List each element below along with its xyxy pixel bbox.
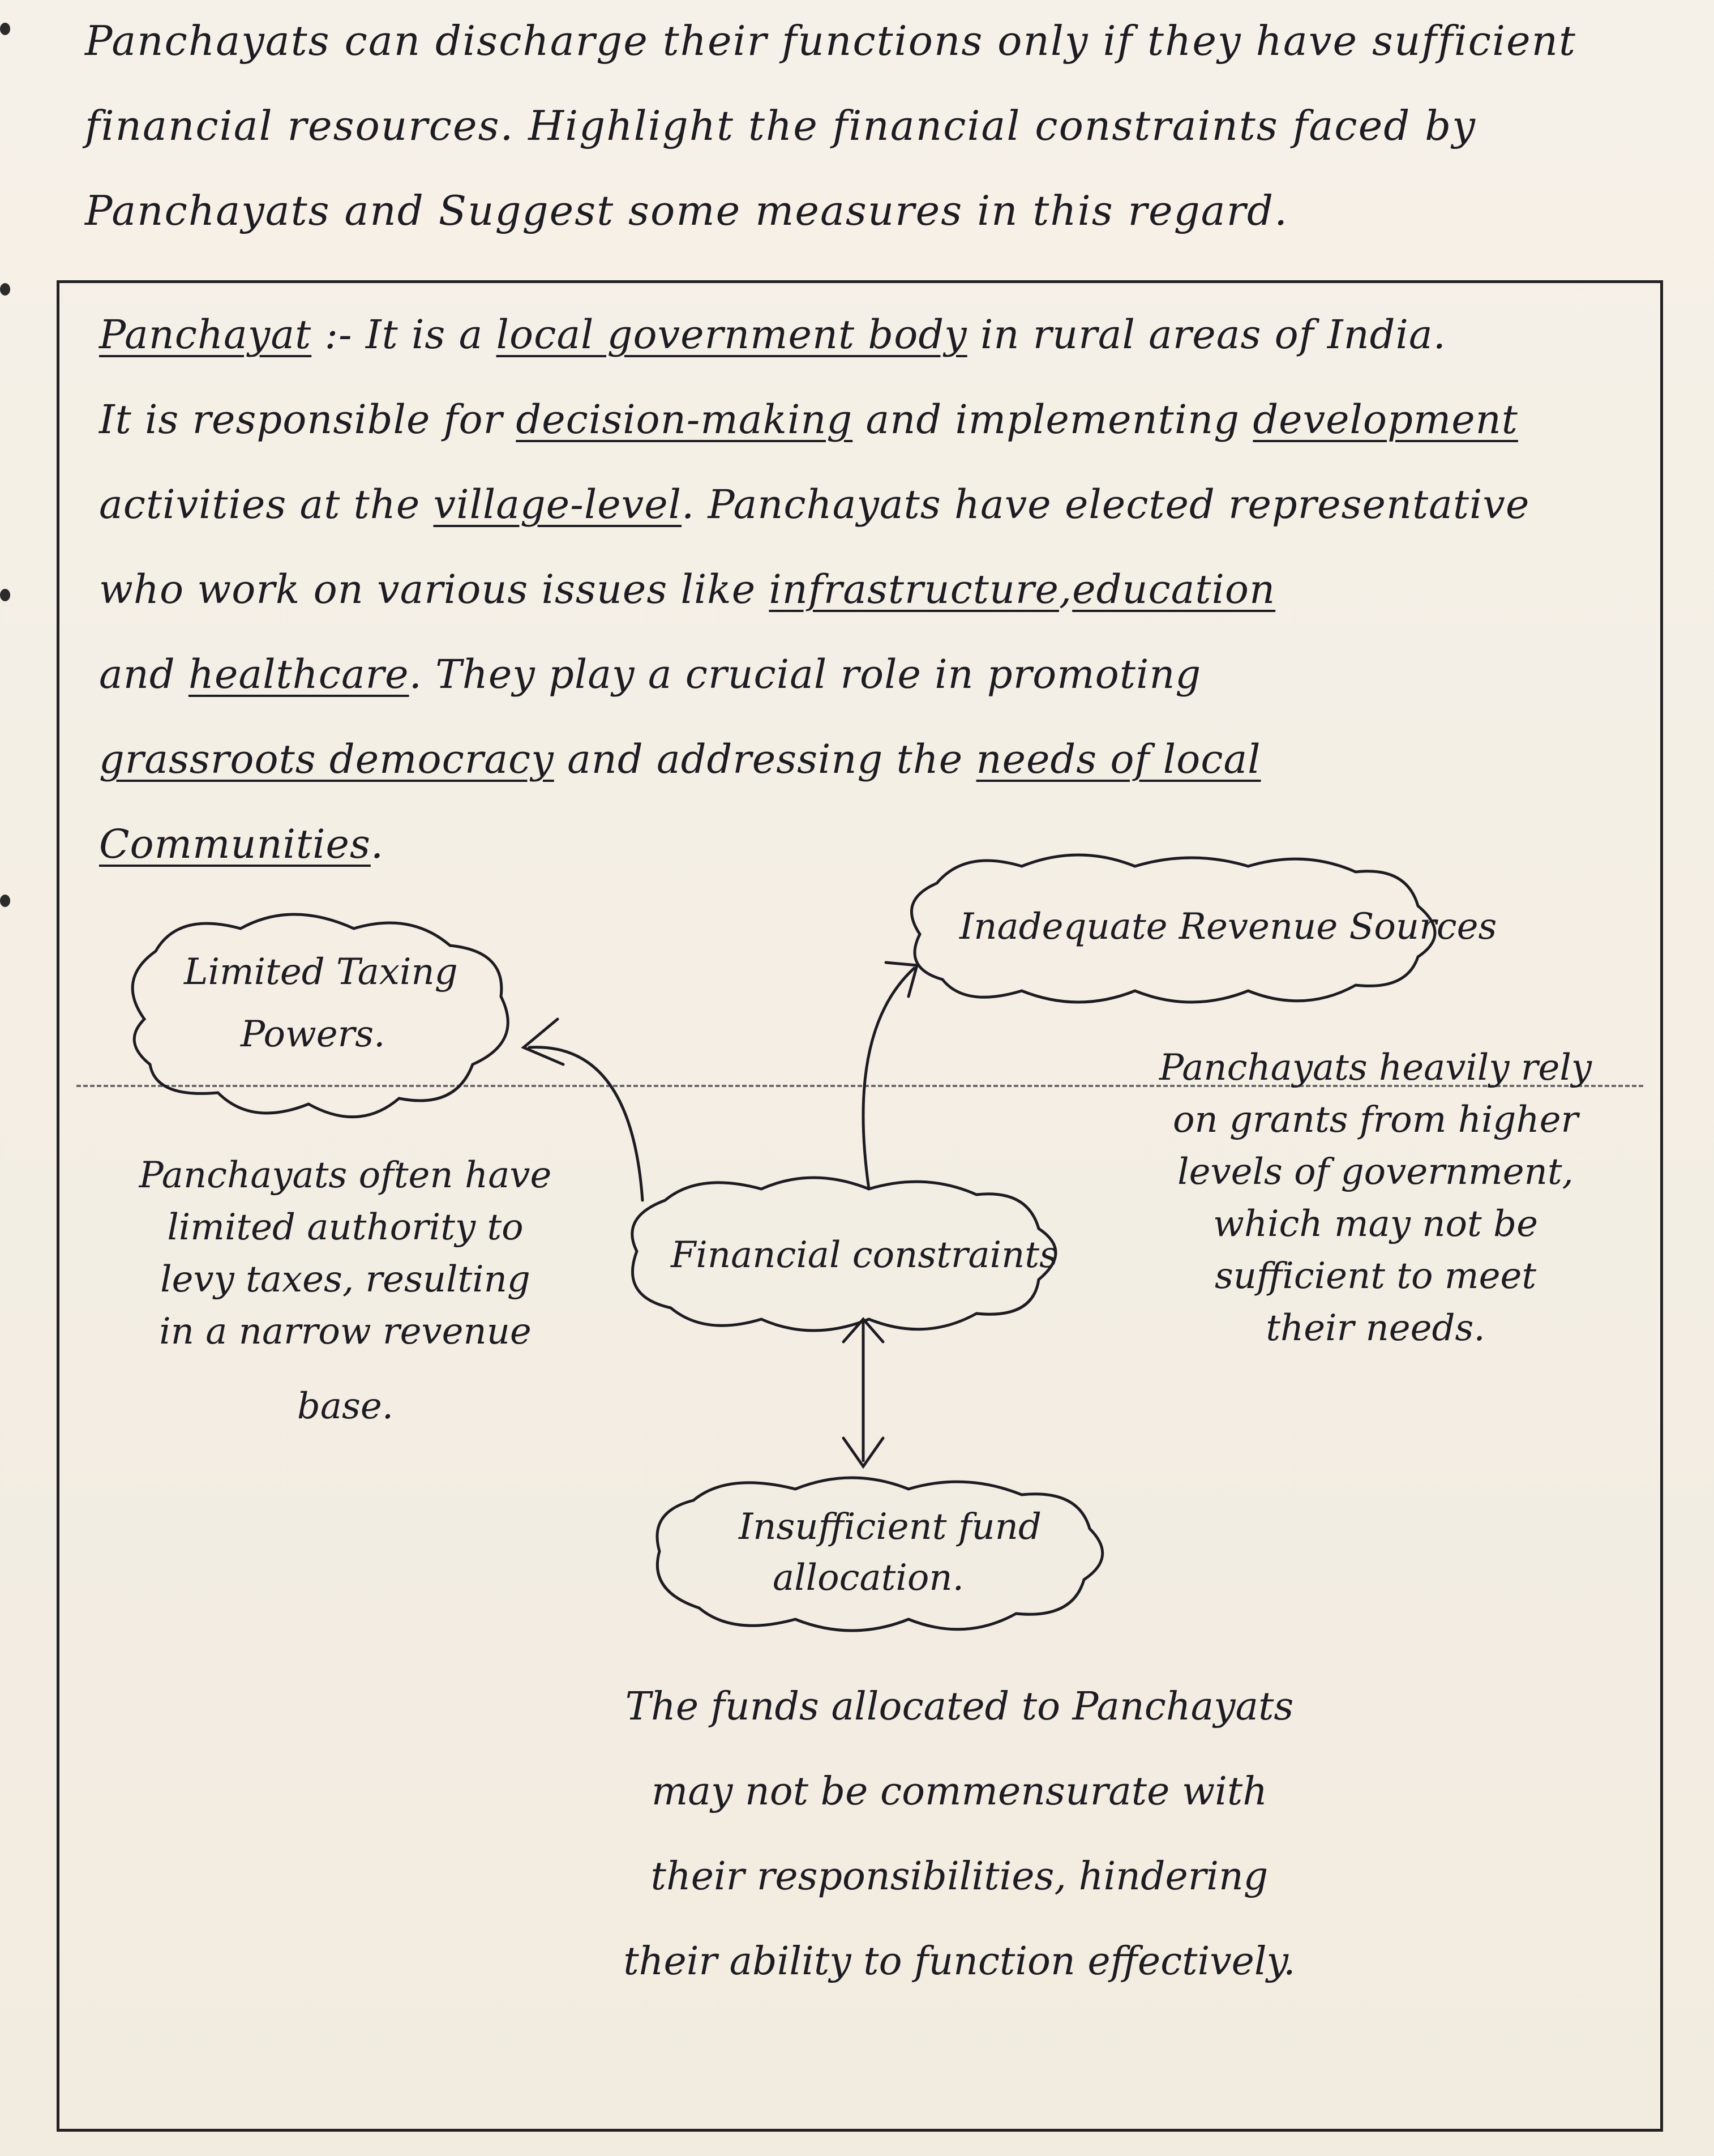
definition-underlined: needs of local: [976, 736, 1261, 782]
note-line: their needs.: [1266, 1307, 1485, 1349]
margin-dot: [0, 23, 10, 35]
question-line-2: financial resources. Highlight the financial constraints faced by: [85, 102, 1476, 149]
margin-dot: [0, 589, 10, 601]
note-line: Panchayats often have: [139, 1154, 552, 1196]
definition-text: who work on various issues like: [99, 566, 756, 613]
note-line: their ability to function effectively.: [623, 1939, 1296, 1984]
note-line: levels of government,: [1177, 1151, 1574, 1193]
definition-text: It is responsible for: [99, 396, 503, 443]
definition-text: and: [99, 651, 175, 698]
definition-underlined: Communities: [99, 821, 371, 867]
note-line: limited authority to: [167, 1207, 524, 1248]
definition-text: .: [370, 821, 384, 867]
left-node-title-2: Powers.: [241, 1013, 385, 1055]
definition-underlined: local government body: [496, 311, 967, 358]
definition-term: Panchayat: [99, 311, 312, 358]
arrow-head-left: [524, 1019, 563, 1064]
right-node-note: [1112, 1042, 1639, 1354]
definition-underlined: healthcare: [188, 651, 409, 698]
note-line: in a narrow revenue: [159, 1311, 532, 1353]
definition-text: in rural areas of India.: [980, 311, 1446, 358]
note-line: their responsibilities, hindering: [650, 1854, 1269, 1899]
note-line: base.: [297, 1385, 394, 1427]
center-node-title: Financial constraints: [671, 1234, 1058, 1276]
left-node-title-1: Limited Taxing: [184, 951, 458, 993]
definition-underlined: grassroots democracy: [99, 736, 554, 782]
right-node-title: Inadequate Revenue Sources: [959, 906, 1497, 948]
definition-underlined: decision-making: [516, 396, 853, 443]
question-line-3: Panchayats and Suggest some measures in this regard.: [85, 187, 1288, 234]
bottom-node-title-2: allocation.: [773, 1557, 964, 1599]
definition-text: It is a: [365, 311, 483, 358]
bottom-node-note: [501, 1665, 1418, 2004]
bottom-node-title-1: Insufficient fund: [739, 1506, 1042, 1548]
left-node-note: [82, 1149, 609, 1432]
cloud-bottom: [657, 1478, 1103, 1631]
definition-text: and implementing: [865, 396, 1240, 443]
note-line: sufficient to meet: [1214, 1255, 1537, 1297]
arrow-to-right: [863, 968, 914, 1189]
note-line: Panchayats heavily rely: [1159, 1047, 1592, 1089]
question-line-1: Panchayats can discharge their functions only if they have sufficient: [85, 17, 1576, 65]
definition-text: activities at the: [99, 481, 421, 528]
note-line: The funds allocated to Panchayats: [625, 1684, 1294, 1729]
answer-box: [57, 280, 1663, 2132]
definition-underlined: development: [1253, 396, 1518, 443]
note-line: which may not be: [1213, 1203, 1538, 1245]
definition-separator: :-: [324, 311, 353, 358]
margin-dot: [0, 895, 10, 907]
note-line: may not be commensurate with: [651, 1769, 1268, 1814]
definition-underlined: education: [1072, 566, 1276, 613]
definition-underlined: infrastructure: [769, 566, 1059, 613]
definition-text: . Panchayats have elected representative: [682, 481, 1530, 528]
definition-text: and addressing the: [567, 736, 963, 782]
note-line: levy taxes, resulting: [160, 1259, 530, 1301]
definition-underlined: village-level: [433, 481, 682, 528]
definition-text: ,: [1059, 566, 1073, 613]
definition-text: . They play a crucial role in promoting: [409, 651, 1202, 698]
note-line: on grants from higher: [1172, 1099, 1579, 1141]
margin-dot: [0, 283, 10, 296]
